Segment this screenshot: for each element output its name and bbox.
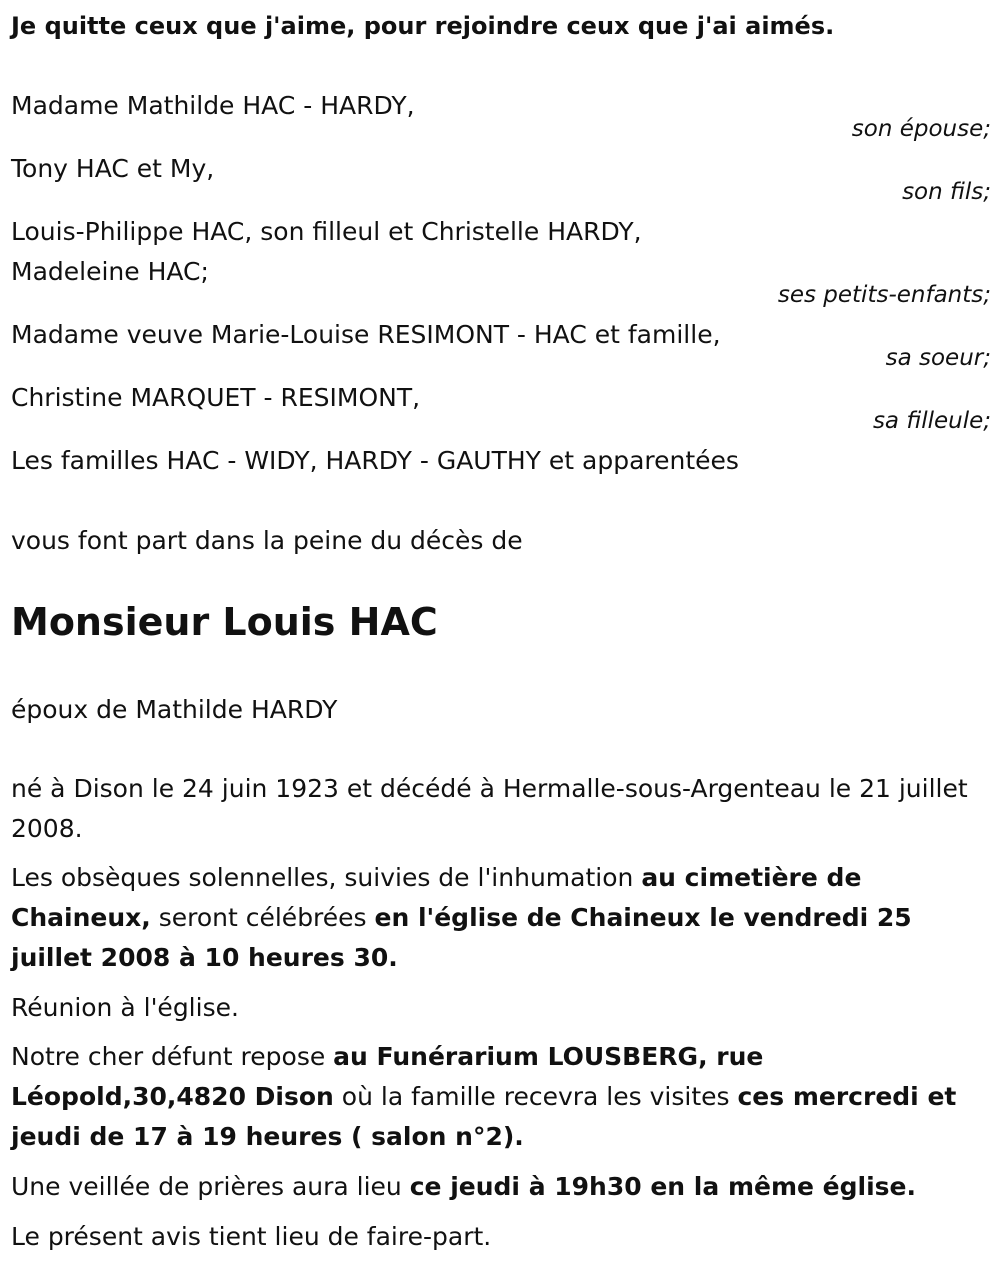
- vigil-time: ce jeudi à 19h30 en la même église.: [409, 1172, 916, 1201]
- family-relation: sa filleule;: [872, 408, 991, 434]
- vigil-paragraph: [11, 1167, 981, 1207]
- rest-visit-times: ces mercredi et jeudi de 17 à 19 heures ( salon n°2).: [11, 1082, 957, 1151]
- vigil-text: Une veillée de prières aura lieu: [11, 1172, 410, 1201]
- family-relation: ses petits-enfants;: [777, 282, 991, 308]
- announcement: vous font part dans la peine du décès de: [11, 526, 523, 555]
- family-name-line: Madeleine HAC;: [11, 257, 209, 286]
- family-relation: son fils;: [902, 179, 991, 205]
- funeral-church-date: en l'église de Chaineux le vendredi 25 juillet 2008 à 10 heures 30.: [11, 903, 912, 972]
- funeral-cemetery: au cimetière de Chaineux,: [11, 863, 862, 932]
- closing-paragraph: Le présent avis tient lieu de faire-part.: [11, 1222, 492, 1251]
- family-name-line: Louis-Philippe HAC, son filleul et Christelle HARDY,: [11, 217, 642, 246]
- rest-funeral-home: au Funérarium LOUSBERG, rue Léopold,30,4820 Dison: [11, 1042, 764, 1111]
- rest-paragraph: [11, 1037, 981, 1157]
- funeral-text: seront célébrées: [150, 903, 375, 932]
- funeral-text: Les obsèques solennelles, suivies de l'inhumation: [11, 863, 642, 892]
- deceased-name: Monsieur Louis HAC: [11, 600, 438, 644]
- family-relation: son épouse;: [851, 116, 991, 142]
- motto: Je quitte ceux que j'aime, pour rejoindre ceux que j'ai aimés.: [11, 12, 835, 40]
- rest-text: où la famille recevra les visites: [333, 1082, 738, 1111]
- family-name-line: Christine MARQUET - RESIMONT,: [11, 383, 421, 412]
- family-relation: sa soeur;: [885, 345, 991, 371]
- family-name-line: Les familles HAC - WIDY, HARDY - GAUTHY et apparentées: [11, 446, 739, 475]
- family-name-line: Madame Mathilde HAC - HARDY,: [11, 91, 415, 120]
- family-name-line: Tony HAC et My,: [11, 154, 215, 183]
- rest-text: Notre cher défunt repose: [11, 1042, 334, 1071]
- family-name-line: Madame veuve Marie-Louise RESIMONT - HAC et famille,: [11, 320, 721, 349]
- funeral-paragraph: [11, 858, 981, 978]
- birth-death-paragraph: né à Dison le 24 juin 1923 et décédé à Hermalle-sous-Argenteau le 21 juillet 2008.: [11, 774, 968, 843]
- reunion-paragraph: Réunion à l'église.: [11, 993, 239, 1022]
- spouse-line: époux de Mathilde HARDY: [11, 695, 338, 724]
